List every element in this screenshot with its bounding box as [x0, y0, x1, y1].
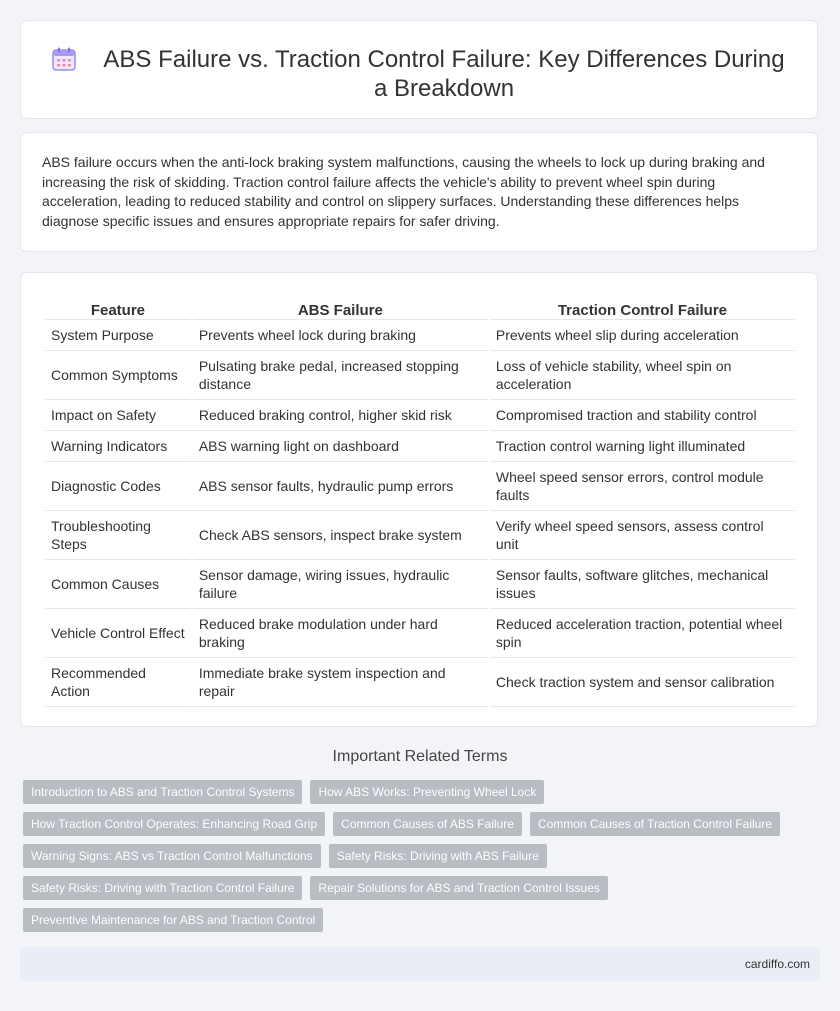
table-row [45, 400, 795, 431]
footer [20, 947, 820, 981]
traction-cell: Sensor faults, software glitches, mechanical issues [490, 560, 795, 609]
abs-cell: Prevents wheel lock during braking [193, 320, 488, 351]
related-term-tag[interactable]: Safety Risks: Driving with ABS Failure [329, 844, 547, 868]
header-feature: Feature [45, 293, 191, 320]
traction-cell: Check traction system and sensor calibration [490, 658, 795, 707]
feature-cell: Warning Indicators [45, 431, 191, 462]
related-term-tag[interactable]: How ABS Works: Preventing Wheel Lock [310, 780, 544, 804]
abs-cell: ABS sensor faults, hydraulic pump errors [193, 462, 488, 511]
abs-cell: Reduced braking control, higher skid risk [193, 400, 488, 431]
related-term-tag[interactable]: Common Causes of Traction Control Failure [530, 812, 780, 836]
feature-cell: Impact on Safety [45, 400, 191, 431]
related-term-tag[interactable]: Introduction to ABS and Traction Control Systems [23, 780, 302, 804]
abs-cell: Immediate brake system inspection and repair [193, 658, 488, 707]
traction-cell: Reduced acceleration traction, potential wheel spin [490, 609, 795, 658]
abs-cell: Reduced brake modulation under hard braking [193, 609, 488, 658]
table-row [45, 560, 795, 609]
traction-cell: Prevents wheel slip during acceleration [490, 320, 795, 351]
header-abs-failure: ABS Failure [193, 293, 488, 320]
table-row [45, 320, 795, 351]
table-row [45, 609, 795, 658]
related-term-tag[interactable]: Safety Risks: Driving with Traction Control Failure [23, 876, 302, 900]
traction-cell: Loss of vehicle stability, wheel spin on acceleration [490, 351, 795, 400]
abs-cell: ABS warning light on dashboard [193, 431, 488, 462]
table-row [45, 351, 795, 400]
traction-cell: Wheel speed sensor errors, control module faults [490, 462, 795, 511]
comparison-card [20, 272, 818, 727]
header-traction-control-failure: Traction Control Failure [490, 293, 795, 320]
intro-paragraph: ABS failure occurs when the anti-lock braking system malfunctions, causing the wheels to lock up during braking and increasing the risk of skidding. Traction control failure affects the vehicle's ability to prevent wheel spin during acceleration, leading to reduced stability and control on slippery surfaces. Understanding these differences helps diagnose specific issues and ensures appropriate repairs for safer driving. [42, 154, 765, 229]
feature-cell: Diagnostic Codes [45, 462, 191, 511]
footer-site-link[interactable]: cardiffo.com [744, 957, 810, 971]
table-row [45, 658, 795, 707]
related-terms-list [23, 780, 783, 940]
related-term-tag[interactable]: Repair Solutions for ABS and Traction Control Issues [310, 876, 607, 900]
feature-cell: System Purpose [45, 320, 191, 351]
related-term-tag[interactable]: Preventive Maintenance for ABS and Traction Control [23, 908, 323, 932]
related-term-tag[interactable]: Warning Signs: ABS vs Traction Control Malfunctions [23, 844, 321, 868]
table-row [45, 431, 795, 462]
table-row [45, 511, 795, 560]
comparison-table [43, 293, 797, 707]
title-card [20, 20, 818, 119]
feature-cell: Common Symptoms [45, 351, 191, 400]
page-title: ABS Failure vs. Traction Control Failure: Key Differences During a Breakdown [103, 46, 785, 102]
traction-cell: Compromised traction and stability control [490, 400, 795, 431]
related-term-tag[interactable]: How Traction Control Operates: Enhancing Road Grip [23, 812, 325, 836]
traction-cell: Traction control warning light illuminated [490, 431, 795, 462]
feature-cell: Vehicle Control Effect [45, 609, 191, 658]
traction-cell: Verify wheel speed sensors, assess control unit [490, 511, 795, 560]
feature-cell: Common Causes [45, 560, 191, 609]
feature-cell: Troubleshooting Steps [45, 511, 191, 560]
abs-cell: Sensor damage, wiring issues, hydraulic failure [193, 560, 488, 609]
calendar-icon [51, 46, 77, 72]
intro-card [20, 132, 818, 252]
feature-cell: Recommended Action [45, 658, 191, 707]
related-terms-heading: Important Related Terms [332, 748, 508, 765]
related-term-tag[interactable]: Common Causes of ABS Failure [333, 812, 522, 836]
table-row [45, 462, 795, 511]
abs-cell: Pulsating brake pedal, increased stopping distance [193, 351, 488, 400]
table-header-row [45, 293, 795, 320]
abs-cell: Check ABS sensors, inspect brake system [193, 511, 488, 560]
